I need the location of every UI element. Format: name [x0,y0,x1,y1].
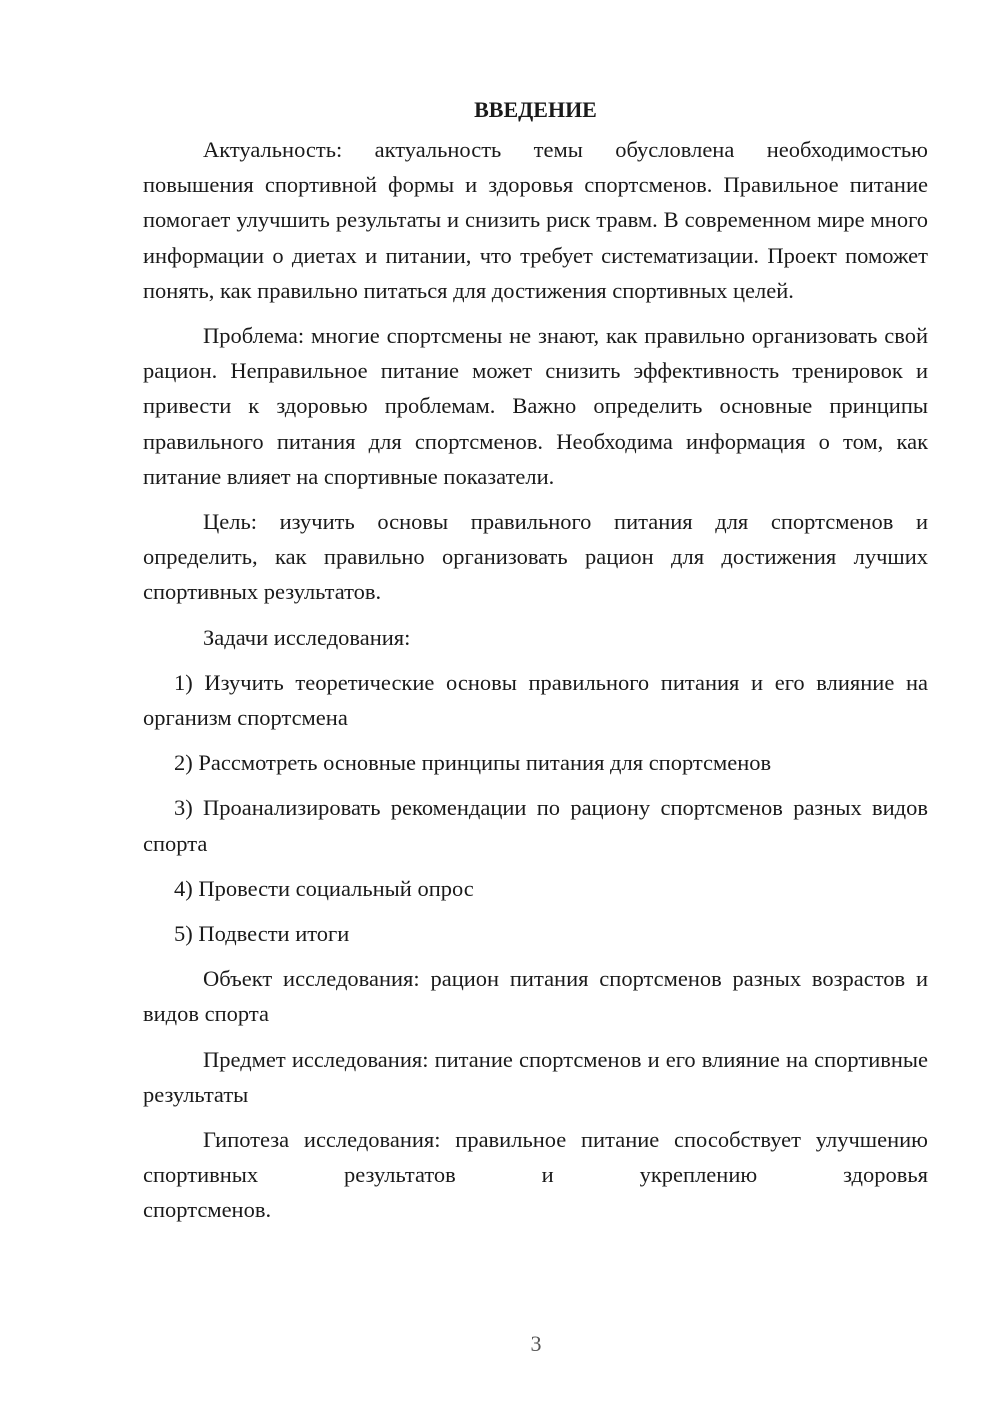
task-item-3: 3) Проанализировать рекомендации по рациону спортсменов разных видов спорта [143,795,928,856]
subject-paragraph: Предмет исследования: питание спортсменов и его влияние на спортивные результаты [143,1046,928,1107]
task-item-2: 2) Рассмотреть основные принципы питания для спортсменов [174,750,772,776]
hypothesis-continuation: спортсменов. [143,1197,272,1223]
hypothesis-paragraph: Гипотеза исследования: правильное питание способствует улучшению спортивных результатов и укреплению здоровья [143,1127,928,1188]
problem-paragraph: Проблема: многие спортсмены не знают, как правильно организовать свой рацион. Неправильное питание может снизить эффективность тренировок и привести к здоровью проблемам. Важно определить основные принципы правильного питания для спортсменов. Необходима информация о том, как питание влияет на спортивные показатели. [143,323,928,489]
page-title: ВВЕДЕНИЕ [474,97,597,122]
object-paragraph: Объект исследования: рацион питания спортсменов разных возрастов и видов спорта [143,966,928,1027]
relevance-paragraph: Актуальность: актуальность темы обусловлена необходимостью повышения спортивной формы и здоровья спортсменов. Правильное питание помогает улучшить результаты и снизить риск травм. В современном мире много информации о диетах и питании, что требует систематизации. Проект поможет понять, как правильно питаться для достижения спортивных целей. [143,137,928,303]
document-page [143,92,928,1238]
page-number: 3 [530,1331,542,1356]
task-item-1: 1) Изучить теоретические основы правильного питания и его влияние на организм спортсмена [143,669,928,731]
task-item-4: 4) Провести социальный опрос [174,875,474,901]
goal-paragraph: Цель: изучить основы правильного питания для спортсменов и определить, как правильно организовать рацион для достижения лучших спортивных результатов. [143,509,928,605]
task-item-5: 5) Подвести итоги [174,921,350,947]
tasks-heading: Задачи исследования: [203,624,411,650]
